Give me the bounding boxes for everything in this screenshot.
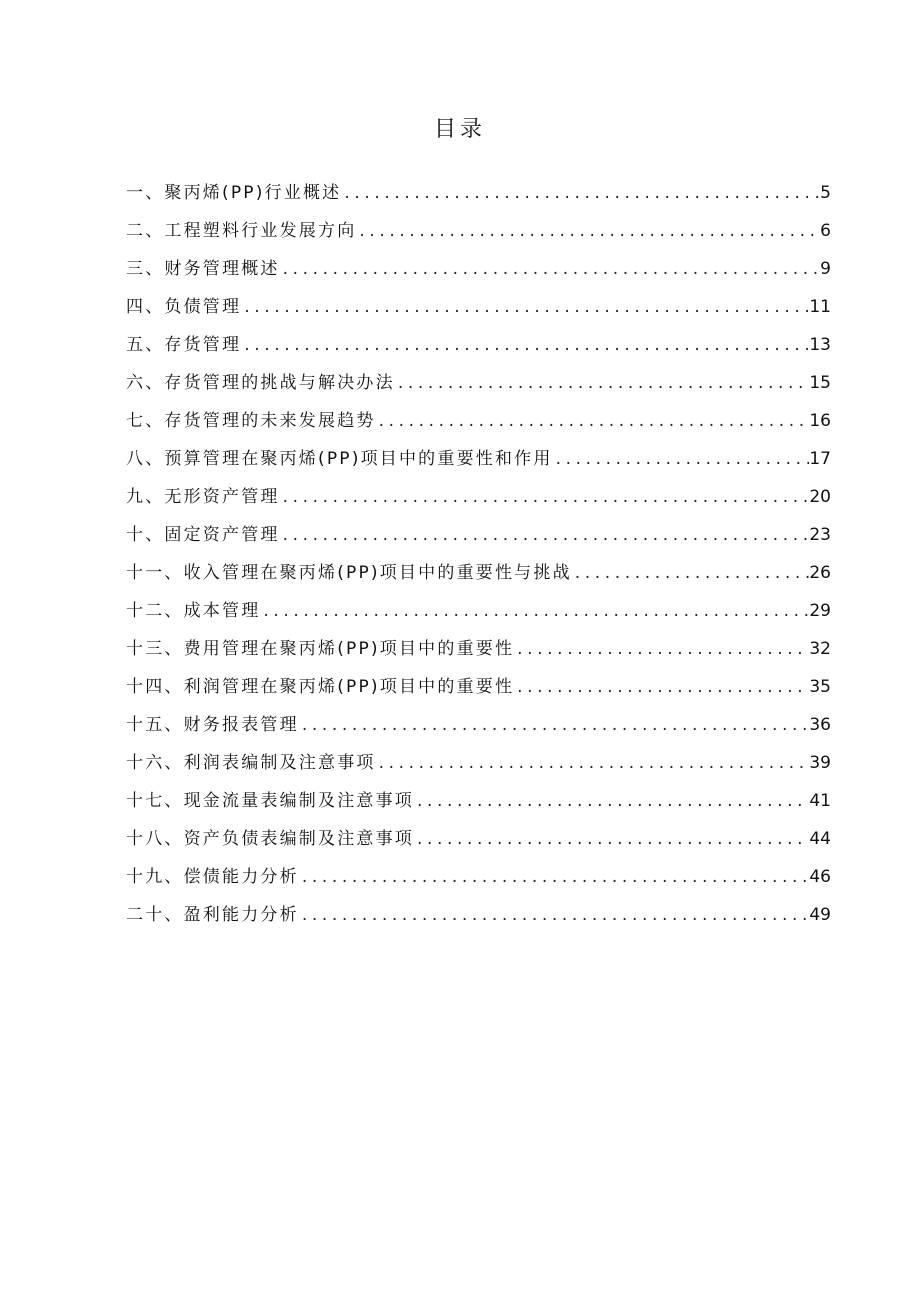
toc-entry-label: 十五、财务报表管理 [126,715,299,735]
toc-leader-dots [376,744,810,782]
toc-entry-label: 十、固定资产管理 [126,525,280,545]
toc-entry-page: 41 [809,791,831,811]
toc-entry-label: 五、存货管理 [126,335,242,355]
toc-leader-dots [299,896,810,934]
toc-entry-label: 八、预算管理在聚丙烯(PP)项目中的重要性和作用 [126,449,553,469]
toc-leader-dots [395,364,810,402]
toc-entry-label: 九、无形资产管理 [126,487,280,507]
toc-entry-label: 三、财务管理概述 [126,259,280,279]
toc-entry-label: 十六、利润表编制及注意事项 [126,753,376,773]
toc-entry-label: 七、存货管理的未来发展趋势 [126,411,376,431]
toc-entry[interactable] [126,706,831,744]
toc-entry-page: 36 [809,715,831,735]
toc-entry-label: 十四、利润管理在聚丙烯(PP)项目中的重要性 [126,677,515,697]
toc-leader-dots [260,592,809,630]
toc-entry-page: 13 [809,335,831,355]
toc-entry-page: 29 [809,601,831,621]
toc-entry-page: 26 [809,563,831,583]
toc-leader-dots [414,782,809,820]
toc-leader-dots [356,212,819,250]
toc-entry-page: 6 [820,221,831,241]
toc-entry-page: 9 [820,259,831,279]
toc-entry[interactable] [126,288,831,326]
toc-entry-label: 十二、成本管理 [126,601,261,621]
toc-entry-page: 49 [809,905,831,925]
toc-entry[interactable] [126,326,831,364]
toc-entry-label: 一、聚丙烯(PP)行业概述 [126,183,342,203]
toc-leader-dots [514,630,809,668]
toc-entry[interactable] [126,630,831,668]
toc-title: 目录 [433,117,486,142]
toc-list [126,174,831,934]
toc-entry-label: 十九、偿债能力分析 [126,867,299,887]
toc-leader-dots [572,554,810,592]
toc-entry[interactable] [126,364,831,402]
toc-leader-dots [514,668,809,706]
toc-entry[interactable] [126,402,831,440]
toc-entry-label: 十八、资产负债表编制及注意事项 [126,829,414,849]
toc-entry[interactable] [126,858,831,896]
toc-leader-dots [280,478,810,516]
toc-leader-dots [299,706,810,744]
toc-leader-dots [414,820,809,858]
toc-entry-label: 二十、盈利能力分析 [126,905,299,925]
toc-entry-page: 23 [809,525,831,545]
toc-entry-page: 16 [809,411,831,431]
toc-leader-dots [280,516,810,554]
toc-entry[interactable] [126,820,831,858]
toc-entry-page: 46 [809,867,831,887]
toc-entry-page: 5 [820,183,831,203]
toc-entry[interactable] [126,744,831,782]
toc-entry[interactable] [126,174,831,212]
toc-entry[interactable] [126,554,831,592]
toc-entry-page: 35 [809,677,831,697]
toc-entry[interactable] [126,250,831,288]
toc-entry-label: 十三、费用管理在聚丙烯(PP)项目中的重要性 [126,639,515,659]
toc-entry[interactable] [126,478,831,516]
toc-leader-dots [280,250,819,288]
toc-leader-dots [241,288,809,326]
toc-leader-dots [553,440,810,478]
toc-entry-page: 17 [809,449,831,469]
toc-entry[interactable] [126,440,831,478]
toc-entry-page: 44 [809,829,831,849]
toc-entry-page: 11 [809,297,831,317]
toc-entry-page: 20 [809,487,831,507]
toc-entry-label: 十七、现金流量表编制及注意事项 [126,791,414,811]
toc-entry-label: 六、存货管理的挑战与解决办法 [126,373,395,393]
toc-entry-page: 39 [809,753,831,773]
toc-entry-page: 15 [809,373,831,393]
toc-entry[interactable] [126,668,831,706]
toc-entry[interactable] [126,782,831,820]
toc-leader-dots [299,858,810,896]
toc-entry-label: 二、工程塑料行业发展方向 [126,221,357,241]
toc-leader-dots [241,326,809,364]
toc-entry[interactable] [126,592,831,630]
toc-entry[interactable] [126,212,831,250]
toc-entry-page: 32 [809,639,831,659]
toc-entry[interactable] [126,896,831,934]
toc-leader-dots [341,174,819,212]
toc-entry[interactable] [126,516,831,554]
toc-leader-dots [376,402,810,440]
toc-entry-label: 十一、收入管理在聚丙烯(PP)项目中的重要性与挑战 [126,563,572,583]
toc-entry-label: 四、负债管理 [126,297,242,317]
